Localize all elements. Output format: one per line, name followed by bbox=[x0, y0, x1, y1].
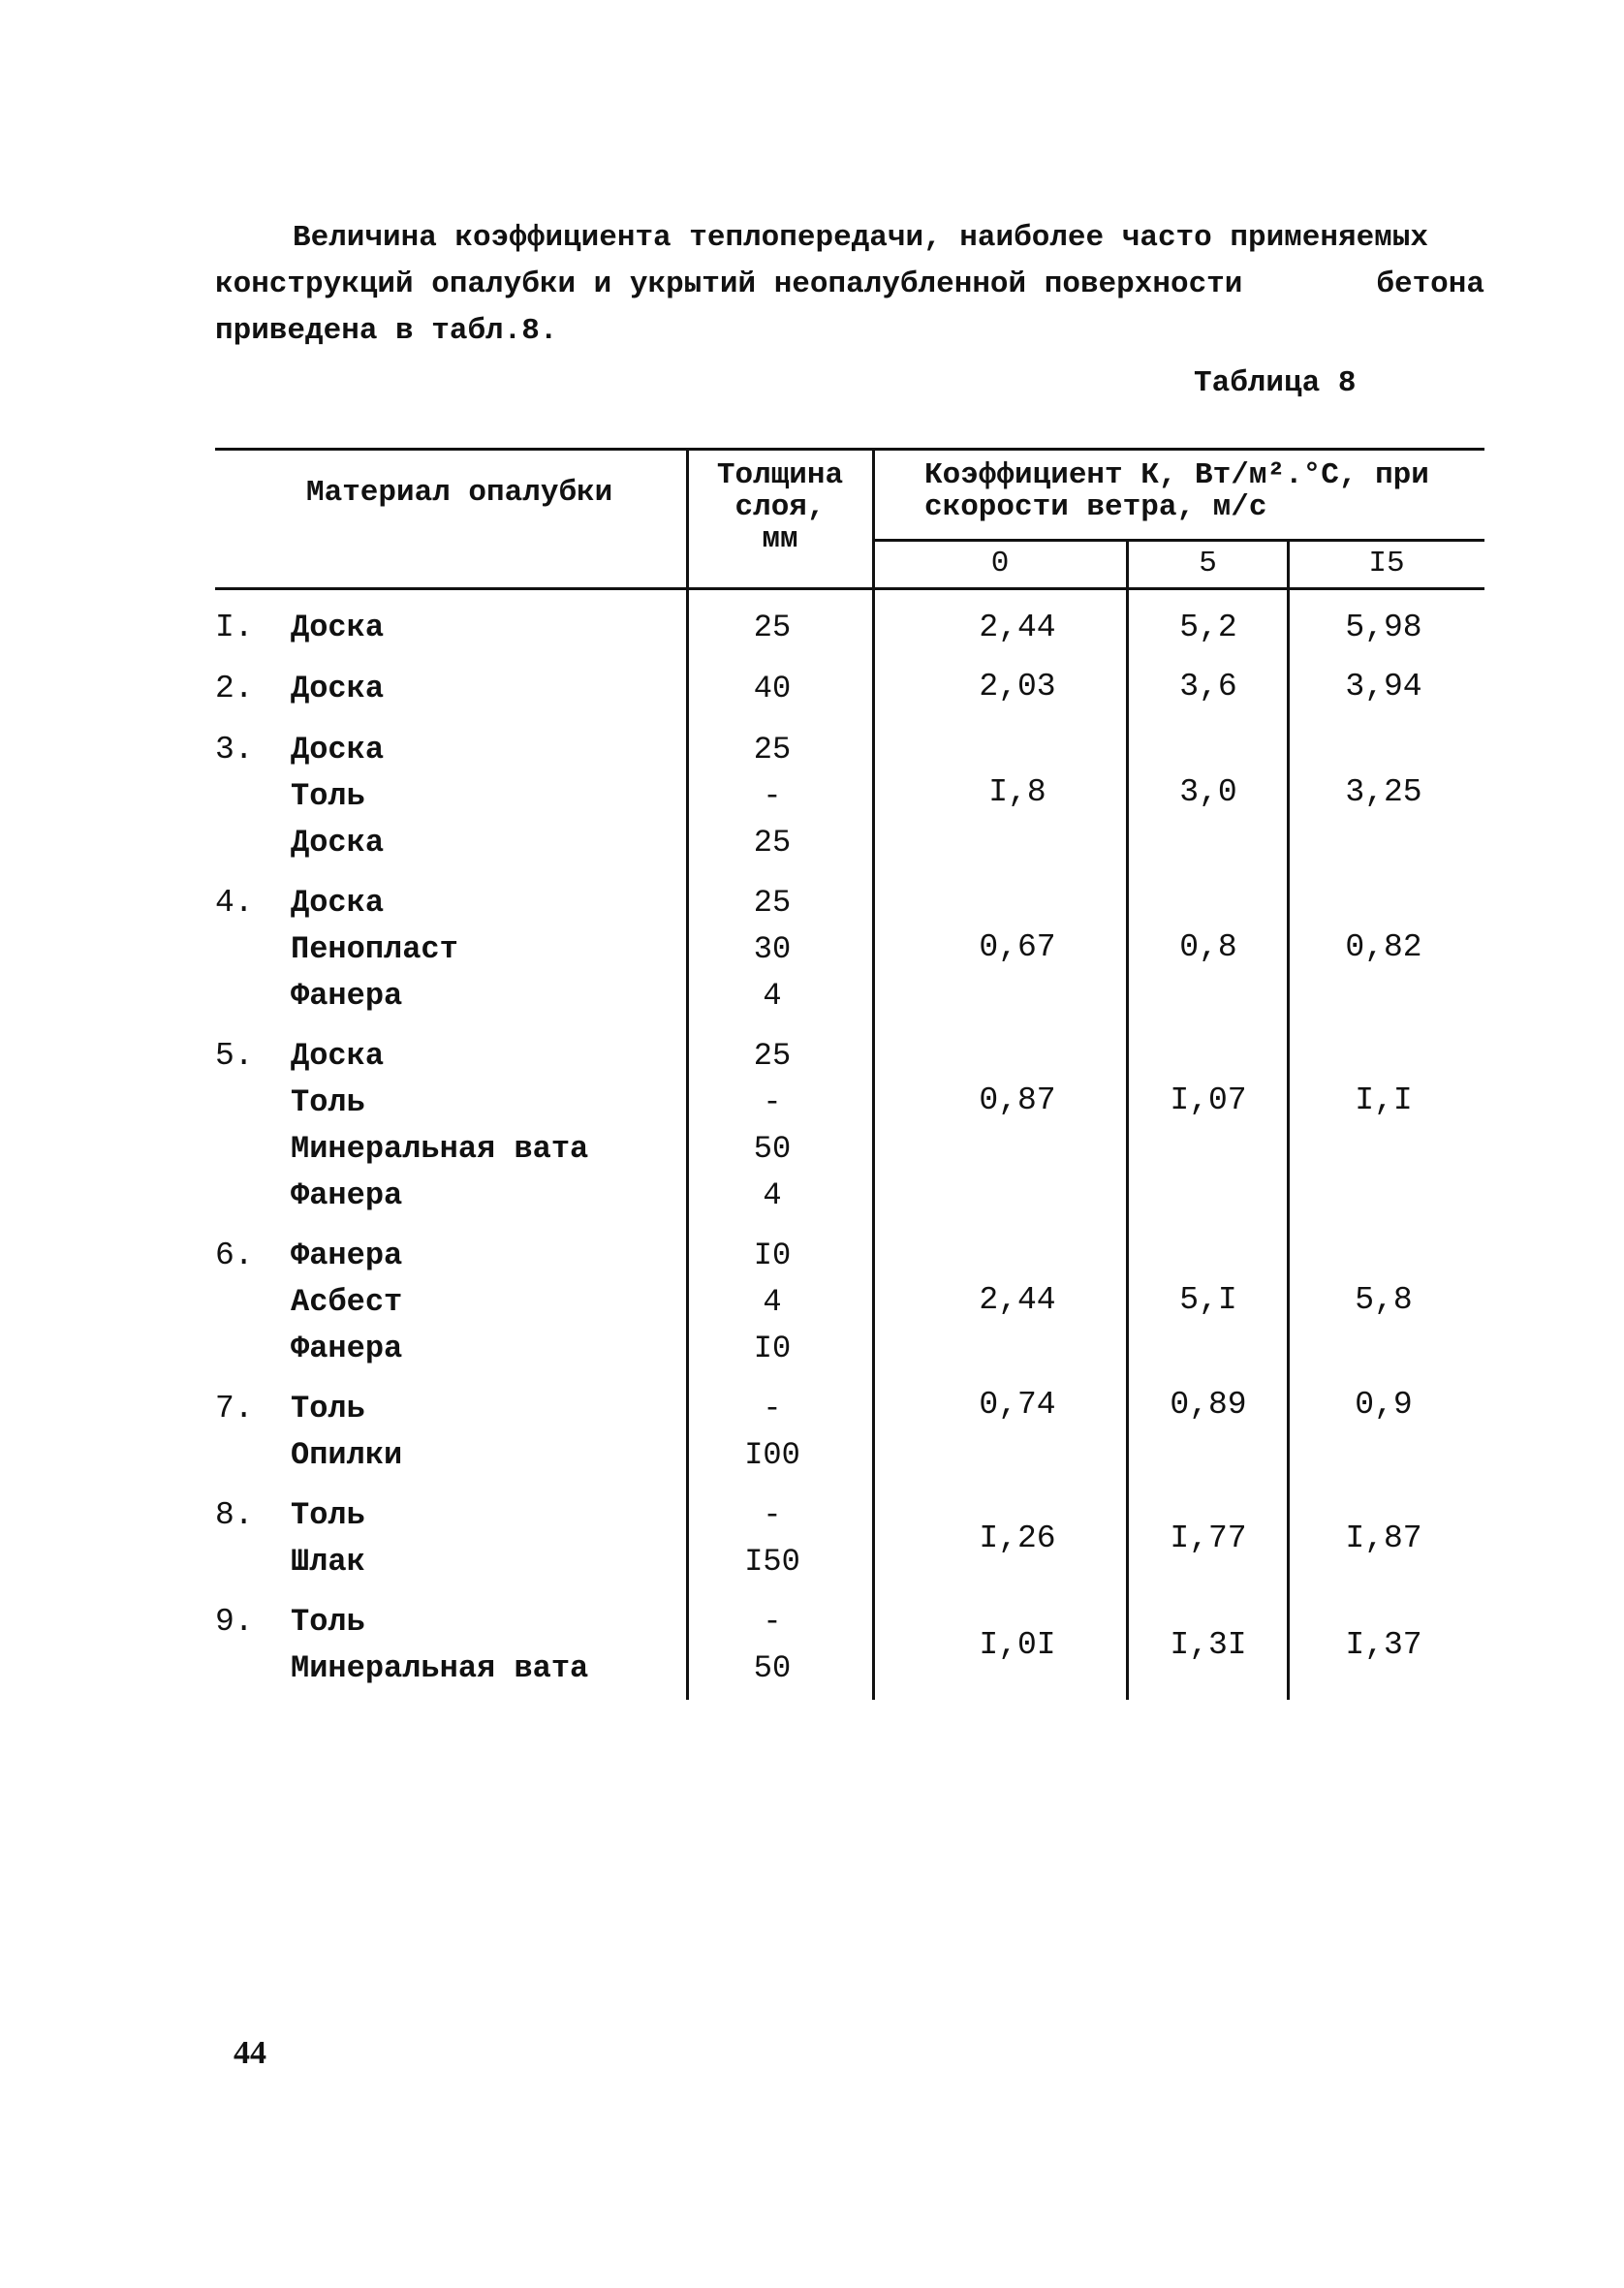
row-number: 5. bbox=[215, 1038, 254, 1074]
row-number: 4. bbox=[215, 885, 254, 921]
material-layer: Фанера bbox=[291, 1331, 403, 1366]
row-thickness bbox=[680, 880, 864, 1019]
material-layer: Толь bbox=[291, 1391, 365, 1426]
wind-subheader-rule bbox=[874, 539, 1484, 542]
k-wind-5: 3,0 bbox=[1179, 774, 1237, 810]
thickness-value: 25 bbox=[753, 610, 792, 645]
k-wind-5: 3,6 bbox=[1179, 669, 1237, 705]
table-top-rule bbox=[215, 448, 1484, 451]
row-thickness bbox=[680, 1386, 864, 1479]
header-bottom-rule bbox=[215, 587, 1484, 590]
k-wind-5: I,77 bbox=[1170, 1520, 1247, 1556]
row-thickness bbox=[680, 1492, 864, 1585]
row-thickness bbox=[680, 605, 864, 651]
thickness-value: - bbox=[763, 1497, 782, 1533]
material-layer: Доска bbox=[291, 885, 385, 921]
k-wind-15: 3,25 bbox=[1345, 774, 1422, 810]
thickness-value: I0 bbox=[753, 1331, 792, 1366]
page-number: 44 bbox=[234, 2035, 266, 2071]
k-wind-15: 3,94 bbox=[1345, 669, 1422, 705]
header-thickness-line-3: мм bbox=[762, 522, 798, 556]
material-layer: Опилки bbox=[291, 1437, 403, 1473]
row-materials bbox=[291, 1033, 669, 1219]
intro-paragraph bbox=[215, 215, 1484, 355]
material-layer: Толь bbox=[291, 1497, 365, 1533]
thickness-value: 50 bbox=[753, 1131, 792, 1167]
header-thickness-line-1: Толщина bbox=[716, 458, 844, 492]
thickness-value: I50 bbox=[744, 1544, 800, 1580]
row-number: 8. bbox=[215, 1497, 254, 1533]
row-materials bbox=[291, 1492, 669, 1585]
row-materials bbox=[291, 1386, 669, 1479]
col-divider-wind-15 bbox=[1287, 539, 1290, 1700]
k-wind-15: I,87 bbox=[1345, 1520, 1422, 1556]
k-wind-5: 5,I bbox=[1179, 1282, 1237, 1318]
col-divider-coef bbox=[872, 448, 875, 1700]
row-thickness bbox=[680, 1033, 864, 1219]
heat-transfer-table bbox=[215, 448, 1484, 1700]
k-wind-5: I,3I bbox=[1170, 1627, 1247, 1663]
row-thickness bbox=[680, 1233, 864, 1372]
intro-line-1: Величина коэффициента теплопередачи, наиболее часто применяемых bbox=[293, 221, 1428, 255]
row-number: 6. bbox=[215, 1238, 254, 1273]
row-number: 7. bbox=[215, 1391, 254, 1426]
thickness-value: 25 bbox=[753, 885, 792, 921]
intro-line-2-right: бетона bbox=[1376, 267, 1484, 301]
material-layer: Фанера bbox=[291, 1238, 403, 1273]
thickness-value: - bbox=[763, 1604, 782, 1640]
material-layer: Пенопласт bbox=[291, 931, 458, 967]
intro-line-2 bbox=[215, 262, 1484, 308]
material-layer: Доска bbox=[291, 732, 385, 768]
row-thickness bbox=[680, 1599, 864, 1692]
material-layer: Доска bbox=[291, 1038, 385, 1074]
k-wind-0: 2,03 bbox=[979, 669, 1056, 705]
material-layer: Толь bbox=[291, 778, 365, 814]
header-wind-5: 5 bbox=[1199, 547, 1217, 580]
row-number: 3. bbox=[215, 732, 254, 768]
material-layer: Толь bbox=[291, 1604, 365, 1640]
k-wind-0: 0,67 bbox=[979, 929, 1056, 965]
row-materials bbox=[291, 1233, 669, 1372]
thickness-value: - bbox=[763, 1391, 782, 1426]
material-layer: Фанера bbox=[291, 978, 403, 1014]
k-wind-0: I,8 bbox=[988, 774, 1046, 810]
k-wind-15: I,I bbox=[1355, 1082, 1413, 1118]
k-wind-0: 2,44 bbox=[979, 610, 1056, 645]
k-wind-5: 0,8 bbox=[1179, 929, 1237, 965]
header-thickness-line-2: слоя, bbox=[734, 490, 826, 524]
row-thickness bbox=[680, 727, 864, 866]
header-wind-15: I5 bbox=[1368, 547, 1405, 580]
material-layer: Минеральная вата bbox=[291, 1650, 589, 1686]
material-layer: Толь bbox=[291, 1084, 365, 1120]
thickness-value: 25 bbox=[753, 732, 792, 768]
thickness-value: 50 bbox=[753, 1650, 792, 1686]
row-materials bbox=[291, 605, 669, 651]
k-wind-0: 0,74 bbox=[979, 1387, 1056, 1423]
k-wind-0: 2,44 bbox=[979, 1282, 1056, 1318]
k-wind-5: 0,89 bbox=[1170, 1387, 1247, 1423]
row-materials bbox=[291, 1599, 669, 1692]
row-number: I. bbox=[215, 610, 254, 645]
k-wind-0: I,0I bbox=[979, 1627, 1056, 1663]
k-wind-15: 5,8 bbox=[1355, 1282, 1413, 1318]
intro-line-2-left: конструкций опалубки и укрытий неопалубленной поверхности bbox=[215, 267, 1243, 301]
header-wind-0: 0 bbox=[990, 547, 1010, 580]
thickness-value: I0 bbox=[753, 1238, 792, 1273]
row-thickness bbox=[680, 666, 864, 712]
k-wind-0: I,26 bbox=[979, 1520, 1056, 1556]
thickness-value: 25 bbox=[753, 825, 792, 861]
header-thickness bbox=[690, 459, 870, 555]
thickness-value: 4 bbox=[763, 1284, 782, 1320]
row-number: 2. bbox=[215, 671, 254, 706]
material-layer: Шлак bbox=[291, 1544, 365, 1580]
table-caption: Таблица 8 bbox=[1194, 366, 1357, 400]
thickness-value: 4 bbox=[763, 1177, 782, 1213]
thickness-value: - bbox=[763, 778, 782, 814]
header-coef-line-2: скорости ветра, м/с bbox=[924, 490, 1267, 524]
material-layer: Доска bbox=[291, 610, 385, 645]
row-materials bbox=[291, 727, 669, 866]
thickness-value: 4 bbox=[763, 978, 782, 1014]
thickness-value: 25 bbox=[753, 1038, 792, 1074]
k-wind-5: 5,2 bbox=[1179, 610, 1237, 645]
thickness-value: 40 bbox=[753, 671, 792, 706]
header-coef-line-1: Коэффициент К, Вт/м².°С, при bbox=[924, 458, 1429, 492]
header-coefficient bbox=[924, 459, 1429, 523]
material-layer: Фанера bbox=[291, 1177, 403, 1213]
k-wind-15: 0,9 bbox=[1355, 1387, 1413, 1423]
col-divider-wind-5 bbox=[1126, 539, 1129, 1700]
row-materials bbox=[291, 666, 669, 712]
thickness-value: I00 bbox=[744, 1437, 800, 1473]
thickness-value: 30 bbox=[753, 931, 792, 967]
k-wind-5: I,07 bbox=[1170, 1082, 1247, 1118]
thickness-value: - bbox=[763, 1084, 782, 1120]
material-layer: Минеральная вата bbox=[291, 1131, 589, 1167]
k-wind-15: I,37 bbox=[1345, 1627, 1422, 1663]
material-layer: Доска bbox=[291, 825, 385, 861]
row-materials bbox=[291, 880, 669, 1019]
k-wind-15: 5,98 bbox=[1345, 610, 1422, 645]
k-wind-15: 0,82 bbox=[1345, 929, 1422, 965]
intro-line-3: приведена в табл.8. bbox=[215, 314, 558, 348]
material-layer: Асбест bbox=[291, 1284, 403, 1320]
k-wind-0: 0,87 bbox=[979, 1082, 1056, 1118]
row-number: 9. bbox=[215, 1604, 254, 1640]
header-material: Материал опалубки bbox=[306, 476, 613, 510]
material-layer: Доска bbox=[291, 671, 385, 706]
